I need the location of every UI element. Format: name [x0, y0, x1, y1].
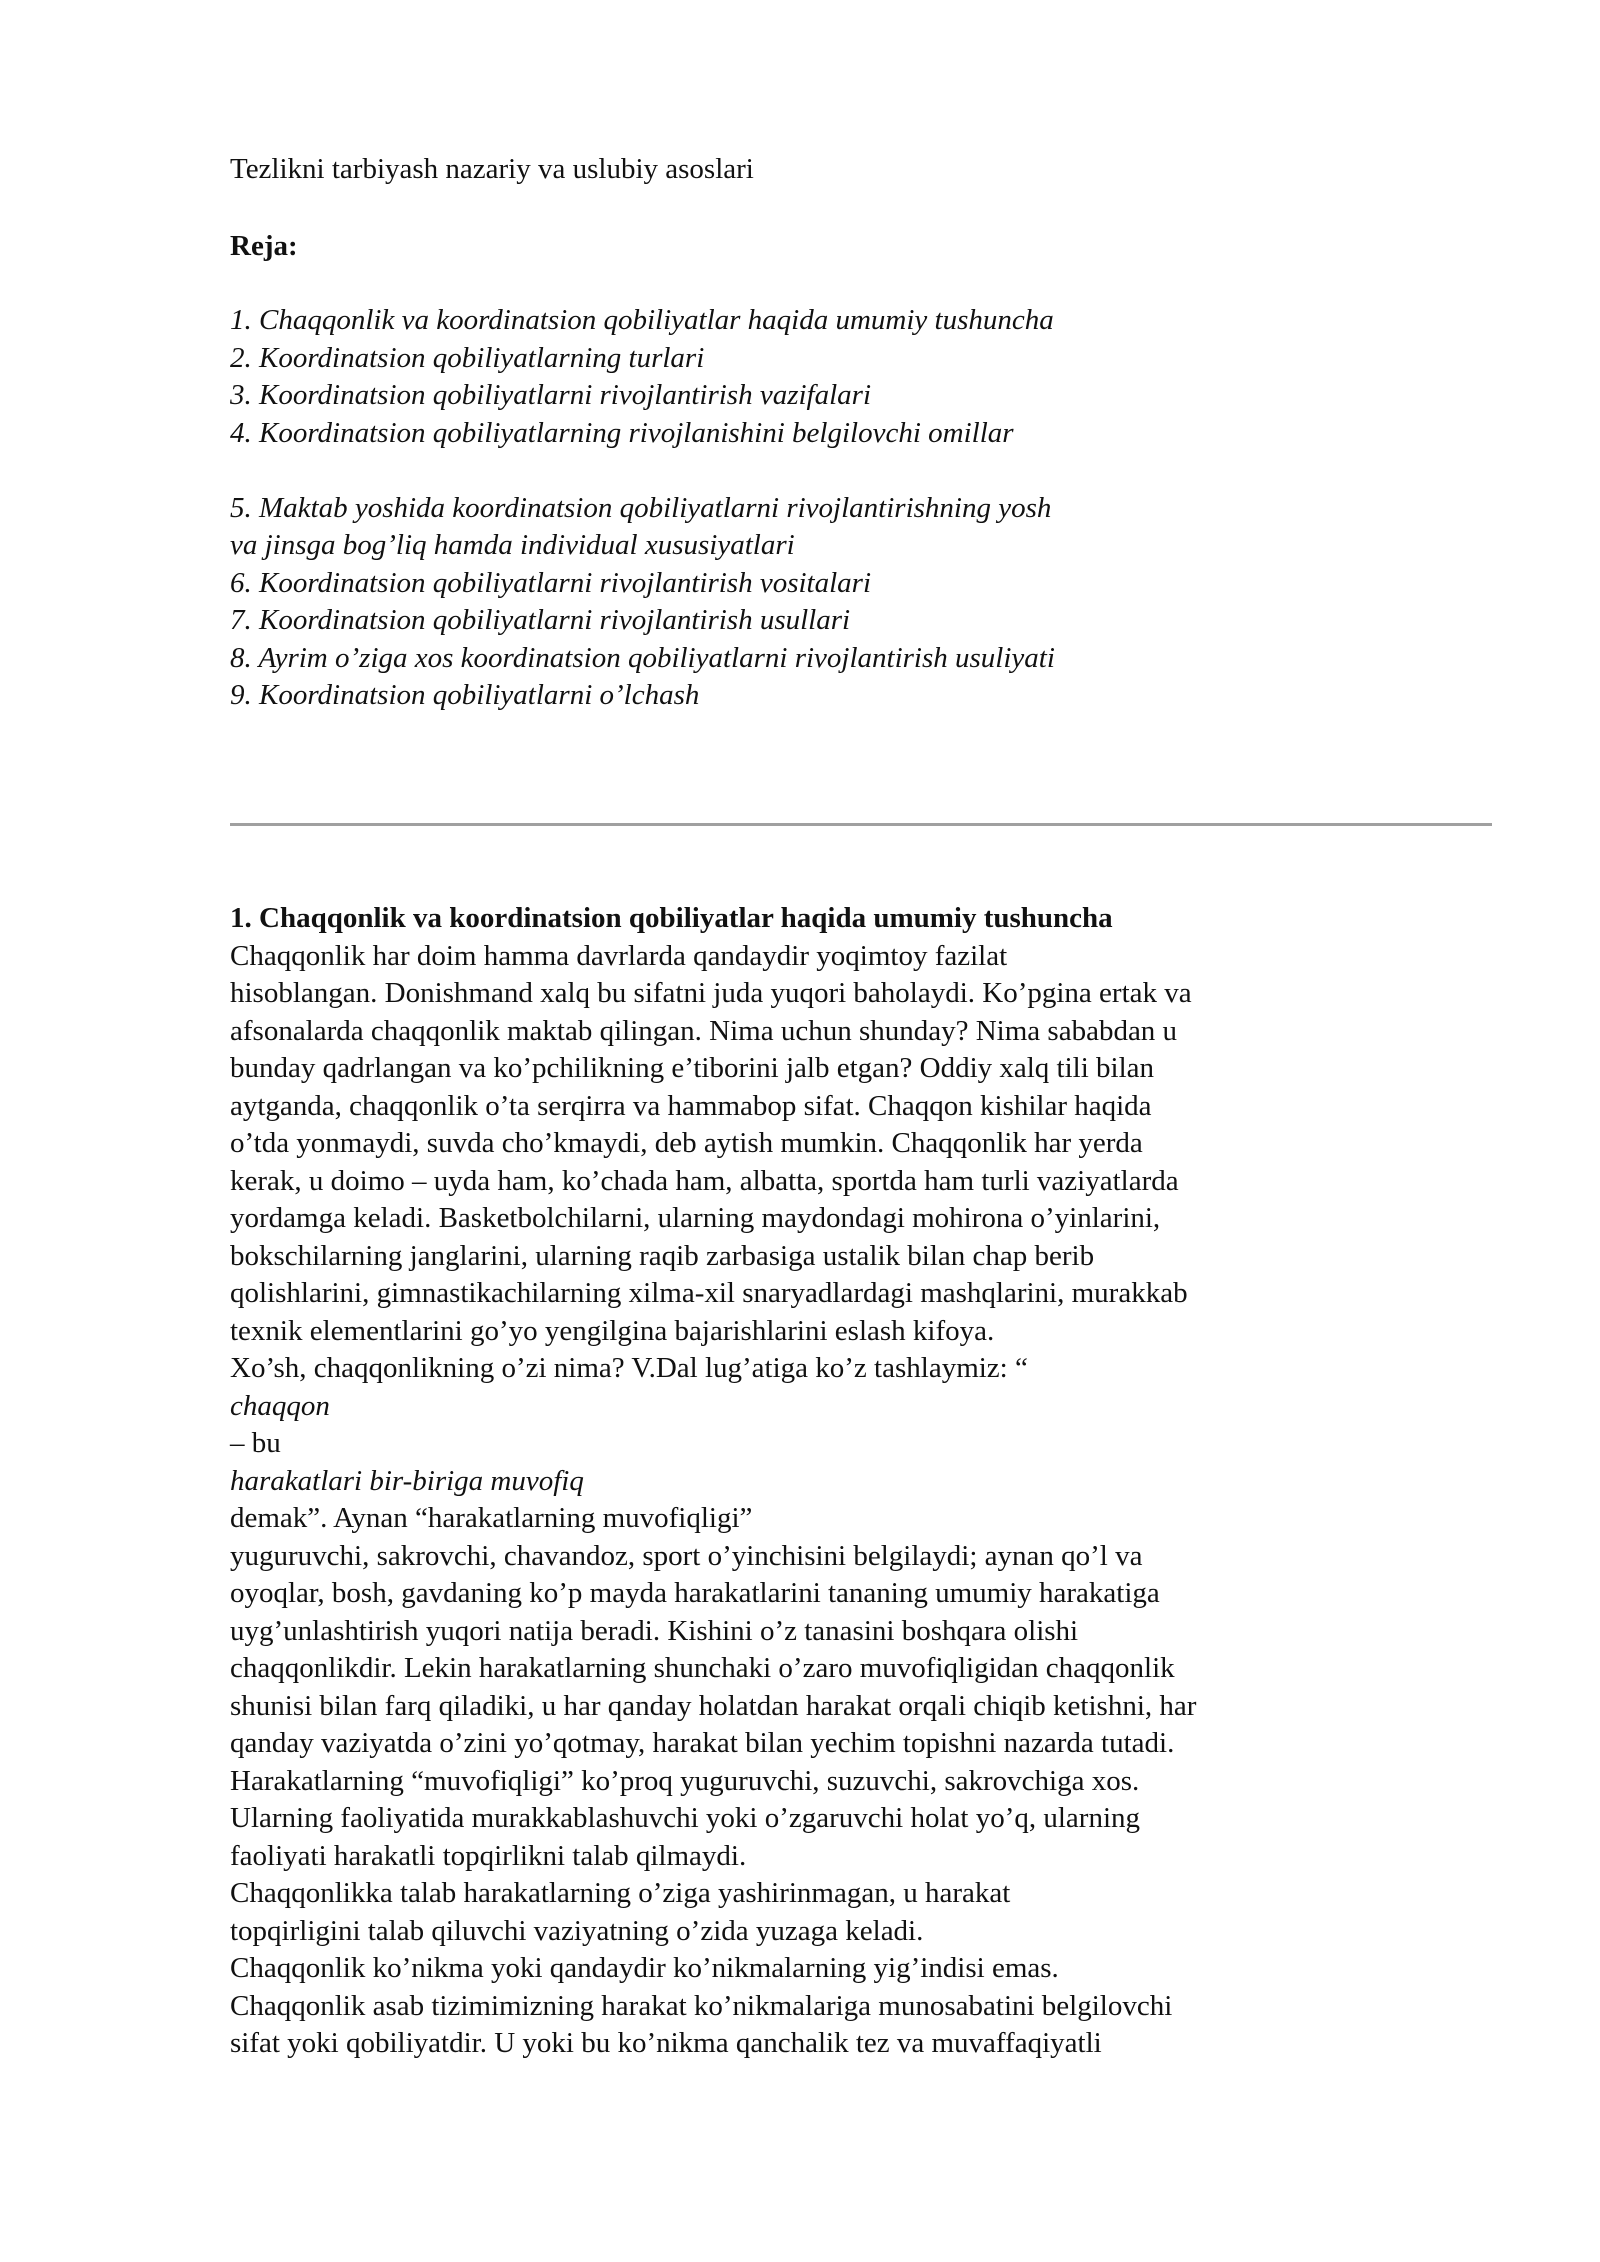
paragraph-line: topqirligini talab qiluvchi vaziyatning o’zida yuzaga keladi. [230, 1914, 924, 1947]
paragraph-line: Xo’sh, chaqqonlikning o’zi nima? V.Dal lug’atiga ko’z tashlaymiz: “ [230, 1352, 1028, 1384]
paragraph-line: Chaqqonlik ko’nikma yoki qandaydir ko’nikmalarning yig’indisi emas. [230, 1952, 1059, 1984]
paragraph-line: bokschilarning janglarini, ularning raqib zarbasiga ustalik bilan chap berib [230, 1239, 1095, 1272]
plan-item: 7. Koordinatsion qobiliyatlarni rivojlantirish usullari [230, 604, 851, 636]
paragraph-line: shunisi bilan farq qiladiki, u har qanday holatdan harakat orqali chiqib ketishni, har [230, 1689, 1197, 1722]
horizontal-divider [230, 823, 1492, 826]
plan-item: 9. Koordinatsion qobiliyatlarni o’lchash [230, 679, 700, 711]
plan-item: 2. Koordinatsion qobiliyatlarning turlari [230, 341, 705, 374]
plan-item: 1. Chaqqonlik va koordinatsion qobiliyatlar haqida umumiy tushuncha [230, 304, 1054, 336]
paragraph-line: faoliyati harakatli topqirlikni talab qilmaydi. [230, 1839, 747, 1872]
paragraph-line: sifat yoki qobiliyatdir. U yoki bu ko’nikma qanchalik tez va muvaffaqiyatli [230, 2027, 1102, 2059]
quote-end: demak”. Aynan “harakatlarning muvofiqligi” [230, 1502, 753, 1534]
plan-item: 6. Koordinatsion qobiliyatlarni rivojlantirish vositalari [230, 566, 872, 599]
paragraph-line: qolishlarini, gimnastikachilarning xilma-xil snaryadlardagi mashqlarini, murakkab [230, 1277, 1188, 1309]
paragraph-line: aytganda, chaqqonlik o’ta serqirra va hammabop sifat. Chaqqon kishilar haqida [230, 1089, 1152, 1122]
section-heading: 1. Chaqqonlik va koordinatsion qobiliyatlar haqida umumiy tushuncha [230, 902, 1113, 934]
quote-dash: – bu [230, 1427, 281, 1459]
plan-item: 5. Maktab yoshida koordinatsion qobiliyatlarni rivojlantirishning yosh [230, 491, 1052, 524]
paragraph-line: yordamga keladi. Basketbolchilarni, ularning maydondagi mohirona o’yinlarini, [230, 1202, 1161, 1234]
quote-phrase: harakatlari bir-biriga muvofiq [230, 1464, 584, 1497]
paragraph-line: uyg’unlashtirish yuqori natija beradi. Kishini o’z tanasini boshqara olishi [230, 1614, 1079, 1647]
paragraph-line: Chaqqonlik asab tizimimizning harakat ko’nikmalariga munosabatini belgilovchi [230, 1989, 1173, 2022]
section-1 [230, 900, 1430, 2063]
plan-heading: Reja: [230, 230, 298, 262]
paragraph-line: Harakatlarning “muvofiqligi” ko’proq yuguruvchi, suzuvchi, sakrovchiga xos. [230, 1764, 1140, 1797]
paragraph-line: Chaqqonlik har doim hamma davrlarda qandaydir yoqimtoy fazilat [230, 939, 1008, 972]
plan-item: 3. Koordinatsion qobiliyatlarni rivojlantirish vazifalari [230, 379, 872, 411]
paragraph-line: Chaqqonlikka talab harakatlarning o’ziga yashirinmagan, u harakat [230, 1877, 1011, 1909]
paragraph-line: chaqqonlikdir. Lekin harakatlarning shunchaki o’zaro muvofiqligidan chaqqonlik [230, 1652, 1175, 1684]
paragraph-line: afsonalarda chaqqonlik maktab qilingan. Nima uchun shunday? Nima sababdan u [230, 1014, 1178, 1047]
paragraph-line: o’tda yonmaydi, suvda cho’kmaydi, deb aytish mumkin. Chaqqonlik har yerda [230, 1127, 1143, 1159]
plan-list [230, 302, 1055, 715]
paragraph-line: qanday vaziyatda o’zini yo’qotmay, harakat bilan yechim topishni nazarda tutadi. [230, 1727, 1175, 1759]
paragraph-line: texnik elementlarini go’yo yengilgina bajarishlarini eslash kifoya. [230, 1314, 995, 1347]
paragraph-line: bunday qadrlangan va ko’pchilikning e’tiborini jalb etgan? Oddiy xalq tili bilan [230, 1052, 1155, 1084]
plan-item: 4. Koordinatsion qobiliyatlarning rivojlanishini belgilovchi omillar [230, 416, 1014, 449]
paragraph-line: yuguruvchi, sakrovchi, chavandoz, sport o’yinchisini belgilaydi; aynan qo’l va [230, 1539, 1143, 1572]
paragraph-line: Ularning faoliyatida murakkablashuvchi yoki o’zgaruvchi holat yo’q, ularning [230, 1802, 1141, 1834]
plan-item: 8. Ayrim o’ziga xos koordinatsion qobiliyatlarni rivojlantirish usuliyati [230, 641, 1055, 674]
quote-word: chaqqon [230, 1389, 330, 1422]
document-title: Tezlikni tarbiyash nazariy va uslubiy asoslari [230, 153, 754, 185]
paragraph-line: kerak, u doimo – uyda ham, ko’chada ham, albatta, sportda ham turli vaziyatlarda [230, 1164, 1179, 1197]
paragraph-line: hisoblangan. Donishmand xalq bu sifatni juda yuqori baholaydi. Ko’pgina ertak va [230, 977, 1192, 1009]
plan-item-continuation: va jinsga bog’liq hamda individual xususiyatlari [230, 529, 795, 561]
paragraph-line: oyoqlar, bosh, gavdaning ko’p mayda harakatlarini tananing umumiy harakatiga [230, 1577, 1160, 1609]
